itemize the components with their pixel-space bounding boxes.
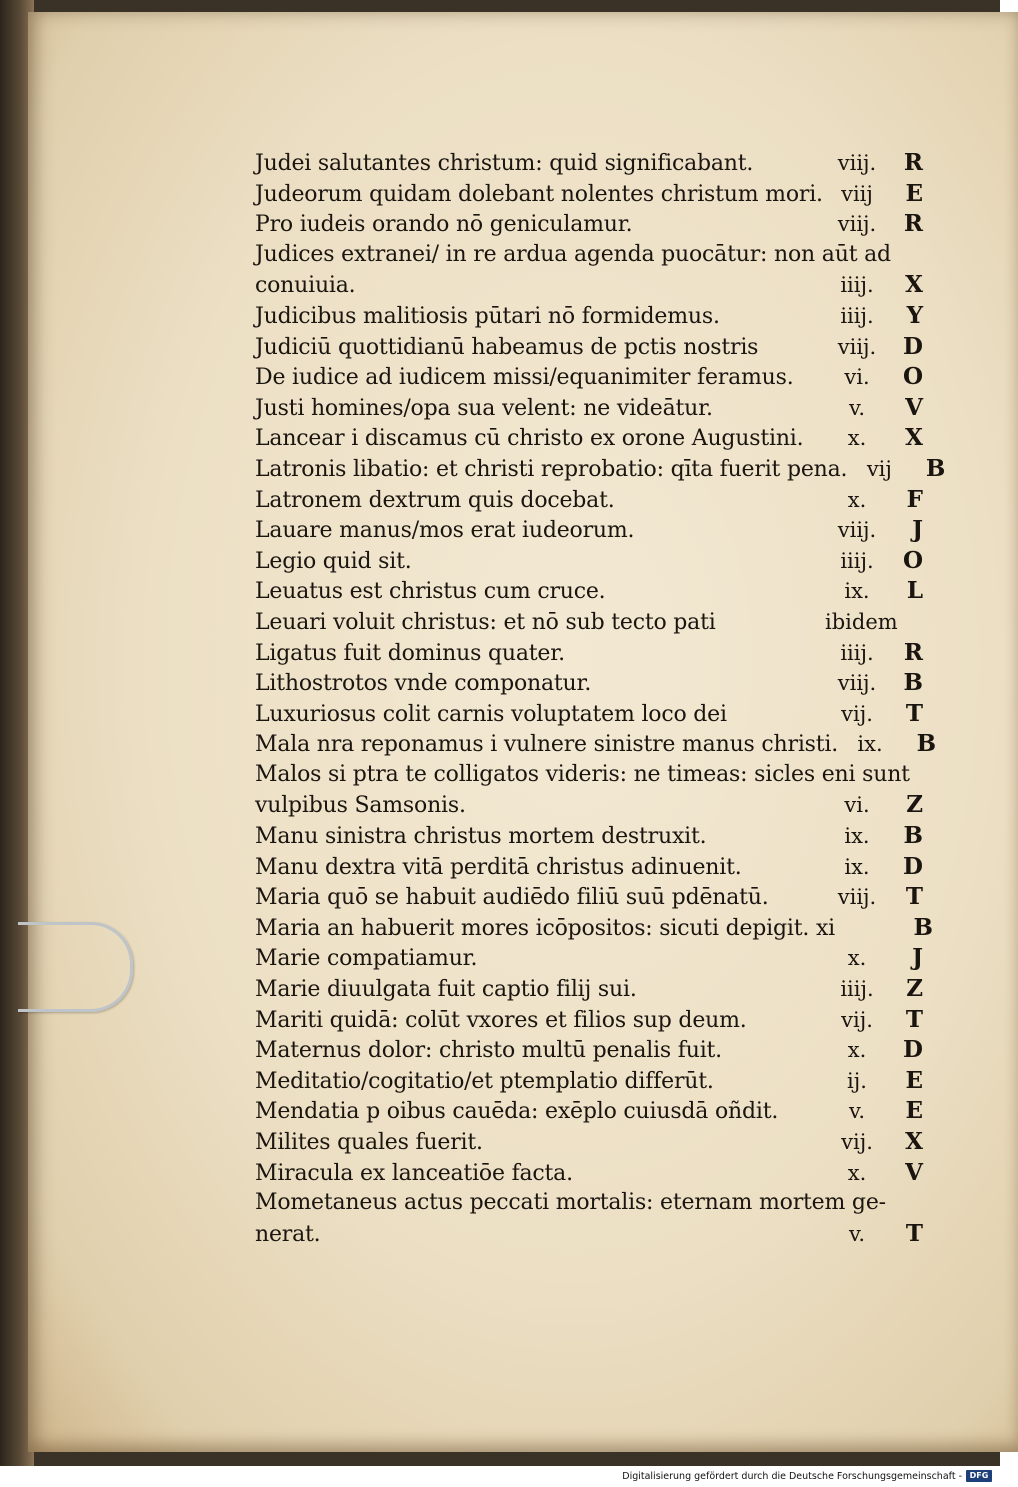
entry-chapter: iiij.	[840, 640, 874, 665]
index-entry	[255, 821, 923, 852]
entry-chapter: x.	[847, 1160, 867, 1185]
entry-chapter: viij.	[837, 885, 877, 910]
entry-text: Lithostrotos vnde componatur.	[255, 671, 592, 697]
index-entry	[255, 668, 923, 699]
entry-section-letter: T	[905, 1005, 923, 1033]
index-entry	[255, 760, 923, 791]
index-entry	[255, 454, 946, 485]
entry-chapter: viij.	[837, 334, 877, 359]
index-entry	[255, 913, 933, 944]
index-entries	[255, 148, 946, 1249]
entry-section-letter: O	[902, 363, 923, 391]
entry-chapter: iiij.	[840, 273, 874, 298]
entry-text: Marie diuulgata fuit captio filij sui.	[255, 977, 637, 1003]
entry-text: Lancear i discamus cū christo ex orone Augustini.	[255, 426, 804, 452]
index-entry	[255, 974, 923, 1005]
entry-text: Leuatus est christus cum cruce.	[255, 579, 606, 605]
entry-text: Maria quō se habuit audiēdo filiū suū pdēnatū.	[255, 885, 769, 911]
entry-text: Latronis libatio: et christi reprobatio: qīta fuerit pena.	[255, 456, 848, 482]
entry-chapter: viij.	[837, 671, 877, 696]
entry-text: nerat.	[255, 1221, 321, 1247]
entry-text: Ligatus fuit dominus quater.	[255, 640, 565, 666]
entry-section-letter: Z	[906, 975, 923, 1003]
dfg-logo: DFG	[966, 1470, 992, 1482]
entry-chapter: v.	[848, 395, 866, 420]
entry-chapter: iiij.	[840, 977, 874, 1002]
entry-chapter: ibidem	[825, 609, 898, 634]
entry-section-letter: R	[903, 210, 923, 238]
entry-section-letter: X	[905, 1128, 923, 1155]
entry-section-letter: B	[916, 730, 937, 758]
index-entry	[255, 362, 923, 393]
index-entry	[255, 1005, 923, 1036]
index-entry	[255, 1219, 923, 1250]
entry-text: Mariti quidā: colūt vxores et filios sup deum.	[255, 1007, 747, 1033]
entry-chapter: ix.	[844, 824, 870, 849]
entry-section-letter: E	[905, 1097, 923, 1125]
index-entry	[255, 1066, 923, 1097]
index-entry	[255, 485, 923, 516]
index-entry	[255, 607, 923, 638]
entry-section-letter: D	[903, 332, 923, 360]
entry-text: Judiciū quottidianū habeamus de pctis nostris	[255, 334, 759, 360]
entry-section-letter: D	[903, 1036, 923, 1064]
index-entry	[255, 393, 923, 424]
index-entry	[255, 638, 923, 669]
entry-text: Latronem dextrum quis docebat.	[255, 487, 615, 513]
entry-section-letter: B	[903, 822, 923, 850]
entry-chapter: ix.	[857, 732, 883, 757]
entry-section-letter: R	[903, 638, 923, 666]
index-entry	[255, 790, 923, 821]
index-entry	[255, 852, 923, 883]
index-entry	[255, 576, 923, 607]
entry-section-letter: B	[913, 913, 933, 941]
index-entry	[255, 240, 923, 271]
entry-text: Malos si ptra te colligatos videris: ne timeas: sicles eni sunt	[255, 761, 910, 787]
entry-chapter: viij.	[837, 212, 877, 237]
index-entry	[255, 148, 923, 179]
index-entry	[255, 515, 923, 546]
entry-chapter: v.	[848, 1221, 866, 1246]
index-entry	[255, 423, 923, 454]
entry-text: De iudice ad iudicem missi/equanimiter feramus.	[255, 365, 794, 391]
entry-section-letter: B	[903, 669, 923, 697]
index-entry	[255, 270, 923, 301]
index-entry	[255, 1158, 923, 1189]
entry-chapter: vij.	[841, 701, 873, 726]
entry-text: Maternus dolor: christo multū penalis fuit.	[255, 1038, 722, 1064]
entry-text: Luxuriosus colit carnis voluptatem loco dei	[255, 701, 727, 727]
entry-section-letter: J	[912, 516, 923, 544]
entry-chapter: vi.	[844, 365, 870, 390]
entry-section-letter: X	[905, 424, 923, 452]
entry-text: Milites quales fuerit.	[255, 1130, 483, 1155]
index-entry	[255, 699, 923, 730]
entry-text: Miracula ex lanceatiōe facta.	[255, 1160, 573, 1186]
entry-section-letter: O	[902, 546, 923, 574]
entry-text: Mendatia p oibus cauēda: exēplo cuiusdā oñdit.	[255, 1099, 779, 1125]
entry-chapter: viij.	[837, 151, 877, 175]
entry-section-letter: J	[912, 944, 923, 972]
entry-text: Marie compatiamur.	[255, 946, 478, 972]
entry-text: Mometaneus actus peccati mortalis: eternam mortem ge-	[255, 1190, 886, 1216]
entry-chapter: x.	[847, 487, 867, 512]
entry-section-letter: Z	[906, 791, 923, 819]
index-entry	[255, 882, 923, 913]
entry-section-letter: L	[906, 577, 923, 605]
entry-chapter: vi.	[844, 793, 870, 818]
entry-chapter: iiij.	[840, 548, 874, 573]
index-entry	[255, 943, 923, 974]
entry-text: Leuari voluit christus: et nō sub tecto pati	[255, 609, 716, 635]
footer-credit: Digitalisierung gefördert durch die Deutsche Forschungsgemeinschaft -	[622, 1471, 962, 1482]
entry-section-letter: E	[905, 179, 923, 207]
index-entry	[255, 729, 937, 760]
entry-chapter: iiij.	[840, 303, 874, 328]
entry-section-letter: T	[905, 1219, 923, 1247]
index-entry	[255, 1188, 923, 1219]
entry-section-letter: R	[903, 149, 923, 176]
entry-chapter: vij.	[841, 1130, 873, 1154]
entry-text: Judei salutantes christum: quid significabant.	[255, 151, 754, 176]
entry-chapter: viij.	[837, 518, 877, 543]
index-entry	[255, 209, 923, 240]
entry-text: conuiuia.	[255, 273, 356, 299]
entry-section-letter: B	[925, 454, 946, 482]
index-entry	[255, 1127, 923, 1158]
index-entry	[255, 332, 923, 363]
entry-text: Manu dextra vitā perditā christus adinuenit.	[255, 854, 742, 880]
entry-text: Pro iudeis orando nō geniculamur.	[255, 212, 633, 238]
paper-clip	[18, 922, 133, 1012]
entry-chapter: x.	[847, 1038, 867, 1063]
entry-section-letter: X	[905, 271, 923, 299]
entry-text: Manu sinistra christus mortem destruxit.	[255, 824, 707, 850]
entry-chapter: ix.	[844, 579, 870, 604]
entry-section-letter: T	[905, 699, 923, 727]
index-entry	[255, 1035, 923, 1066]
index-entry	[255, 1096, 923, 1127]
entry-section-letter: E	[905, 1066, 923, 1094]
entry-section-letter: V	[905, 1158, 923, 1186]
entry-section-letter: V	[905, 393, 923, 421]
index-entry	[255, 546, 923, 577]
index-entry	[255, 179, 923, 210]
entry-text: Judices extranei/ in re ardua agenda puocātur: non aūt ad	[255, 241, 891, 267]
entry-chapter: ij.	[847, 1068, 867, 1093]
entry-text: Judicibus malitiosis pūtari nō formidemus.	[255, 303, 720, 329]
footer-bar	[0, 1466, 1000, 1487]
entry-text: Judeorum quidam dolebant nolentes christum mori.	[255, 181, 823, 207]
entry-section-letter: T	[905, 883, 923, 911]
entry-chapter: viij	[841, 181, 873, 206]
entry-text: Justi homines/opa sua velent: ne videātur.	[255, 395, 713, 421]
entry-text: Mala nra reponamus i vulnere sinistre manus christi.	[255, 732, 839, 758]
entry-chapter: ix.	[844, 854, 870, 879]
entry-text: vulpibus Samsonis.	[255, 793, 466, 819]
entry-chapter: x.	[847, 946, 867, 971]
entry-chapter: vij	[866, 456, 892, 481]
entry-chapter: vij.	[841, 1007, 873, 1032]
entry-text: Maria an habuerit mores icōpositos: sicuti depigit. xi	[255, 915, 835, 941]
entry-section-letter: Y	[906, 301, 923, 329]
entry-text: Legio quid sit.	[255, 548, 412, 574]
entry-chapter: v.	[848, 1099, 866, 1124]
entry-text: Lauare manus/mos erat iudeorum.	[255, 518, 635, 544]
entry-chapter: x.	[847, 426, 867, 451]
entry-section-letter: F	[906, 485, 923, 513]
index-entry	[255, 301, 923, 332]
entry-section-letter: D	[903, 852, 923, 880]
entry-text: Meditatio/cogitatio/et ptemplatio differūt.	[255, 1068, 714, 1094]
